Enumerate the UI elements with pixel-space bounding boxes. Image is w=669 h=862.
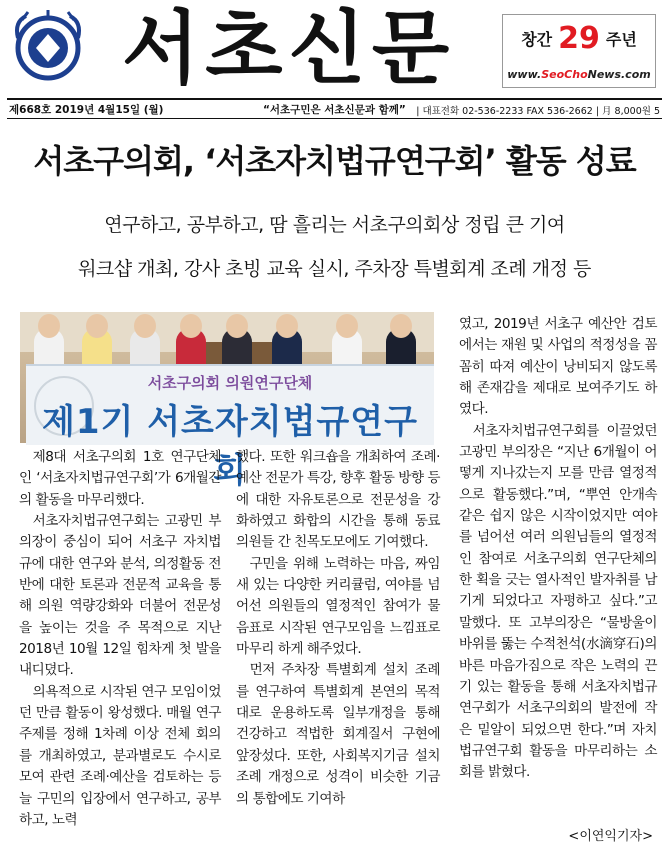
article-paragraph: 먼저 주차장 특별회계 설치 조례를 연구하여 특별회계 본연의 목적대로 운용하도록 일부개정을 통해 건강하고 적법한 회계질서 구현에 앞장섰다. 또한, 사회복지기금 설치 조례 개정으로 성격이 비슷한 기금의 통합에도 기여하 bbox=[236, 662, 440, 807]
article-column-2 bbox=[236, 447, 440, 810]
newspaper-name: 서초신문 bbox=[122, 2, 456, 95]
article-paragraph: 서초자치법규연구회는 고광민 부의장이 중심이 되어 서초구 자치법규에 대한 연구와 분석, 의정활동 전반에 대한 토론과 전문적 교육을 통해 의원 역량강화와 더불어 전문성을 높이는 것을 주 목적으로 지난 2018년 10월 12일 힘차게 첫 발을 내디뎠다. bbox=[19, 513, 221, 679]
article-paragraph: 서초자치법규연구회를 이끌었던 고광민 부의장은 “지난 6개월이 어떻게 지나갔는지 모를 만큼 열정적으로 활동했다.”며, “뿌연 안개속 같은 쉽지 않은 시작이었지만 여야를 넘어선 여러 의원님들의 열정적인 참여로 서초구의회 연구단체의 한 획을 긋는 열사적인 발자취를 남기게 되었다고 자평하고 싶다.”고 말했다. 또 고부의장은 “물방울이 바위를 뚫는 수적천석(水滴穿石)의 바른 마음가짐으로 작은 노력의 끈기 있는 활동을 통해 서초자치법규연구회가 서초구의회의 발전에 작은 밑알이 되었으면 한다.”며 자치법규연구회 활동을 마무리하는 소회를 밝혔다. bbox=[459, 422, 657, 781]
issue-date: 제668호 2019년 4월15일 (월) bbox=[9, 104, 164, 116]
issue-info-bar bbox=[7, 98, 662, 119]
article-subheadline: 연구하고, 공부하고, 땀 흘리는 서초구의회상 정립 큰 기여 bbox=[104, 214, 565, 236]
banner-subtitle: 서초구의회 의원연구단체 bbox=[147, 374, 313, 392]
newspaper-emblem-icon bbox=[12, 8, 84, 86]
anniversary-number: 29 bbox=[558, 21, 600, 56]
anniversary-prefix: 창간 bbox=[521, 30, 553, 49]
website-url: www.SeoChoNews.com bbox=[507, 68, 651, 81]
article-headline: 서초구의회, ‘서초자치법규연구회’ 활동 성료 bbox=[33, 142, 636, 180]
article-subheadline: 워크샵 개최, 강사 초빙 교육 실시, 주차장 특별회계 조례 개정 등 bbox=[78, 258, 591, 280]
article-column-3 bbox=[459, 314, 657, 784]
anniversary-box bbox=[502, 14, 656, 88]
article-paragraph: 의욕적으로 시작된 연구 모임이었던 만큼 활동이 왕성했다. 매월 연구주제를 정해 1차례 이상 전체 회의를 개최하였고, 분과별로도 수시로 모여 관련 조례·예산을 검토하는 등 늘 구민의 입장에서 연구하고, 공부하고, 노력 bbox=[19, 683, 221, 828]
article-column-1 bbox=[19, 447, 221, 831]
article-paragraph: 였고, 2019년 서초구 예산안 검토에서는 재원 및 사업의 적정성을 꼼꼼히 따져 예산이 낭비되지 않도록 해 존재감을 제대로 보여주기도 하였다. bbox=[459, 316, 657, 418]
article-paragraph: 했다. 또한 워크숍을 개최하여 조례·예산 전문가 특강, 향후 활동 방향 등에 대한 자유토론으로 전문성을 강화하였고 화합의 시간을 통해 동료 의원들 간 친목도모에도 기여했다. bbox=[236, 449, 440, 551]
slogan: “서초구민은 서초신문과 함께” bbox=[263, 104, 406, 116]
reporter-byline: <이연익기자> bbox=[568, 829, 653, 844]
anniversary-suffix: 주년 bbox=[605, 30, 637, 49]
contact-info: | 대표전화 02-536-2233 FAX 536-2662 | 月 8,000원 5 bbox=[416, 106, 660, 117]
masthead bbox=[0, 0, 669, 98]
article-paragraph: 제8대 서초구의회 1호 연구단체인 ‘서초자치법규연구회’가 6개월간의 활동을 마무리했다. bbox=[19, 449, 221, 508]
banner-title: 제1기 서초자치법규연구회 bbox=[42, 402, 418, 491]
article-paragraph: 구민을 위해 노력하는 마음, 짜임새 있는 다양한 커리큘럼, 여야를 넘어선 의원들의 열정적인 참여가 물음표로 시작된 연구모임을 느낌표로 마무리 하게 해주었다. bbox=[236, 555, 440, 658]
